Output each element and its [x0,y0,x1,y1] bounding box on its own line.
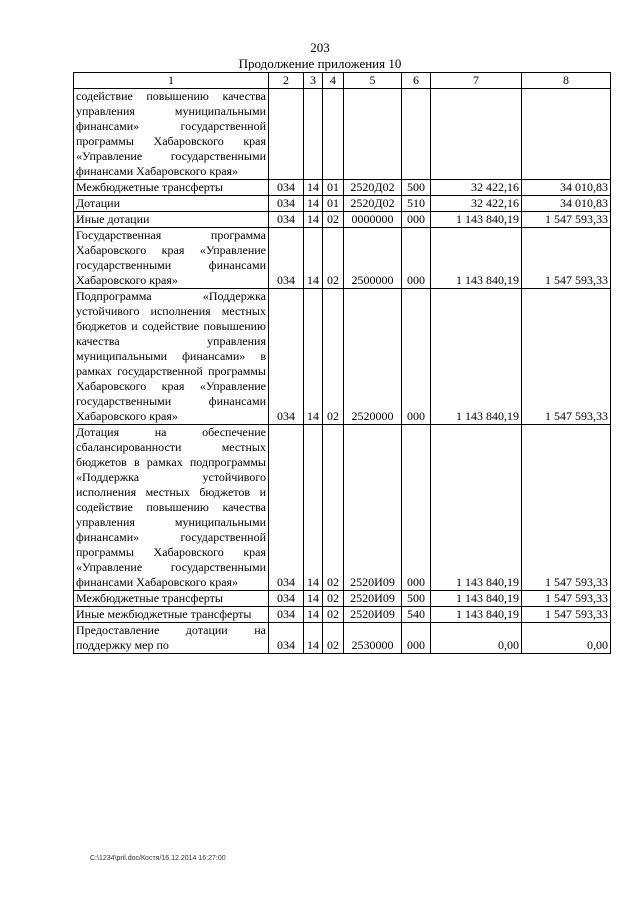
row-name: Иные межбюджетные трансферты [74,607,269,623]
cell-expense-type: 500 [402,591,431,607]
row-name: Дотация на обеспечение сбалансированности местных бюджетов в рамках подпрограммы «Поддержка устойчивого исполнения местных бюджетов и содействие повышению качества управления муниципальными финансами» государственной программы Хабаровского края «Управление государственными финансами Хабаровского края» [74,425,269,591]
column-header: 7 [431,73,522,89]
cell-amount-1 [431,89,522,180]
table-row [74,212,611,228]
cell-subsection: 02 [323,591,344,607]
cell-amount-2: 34 010,83 [522,196,611,212]
cell-amount-1: 0,00 [431,623,522,654]
table-row [74,591,611,607]
page-number: 203 [310,40,330,55]
cell-ministry: 034 [269,623,304,654]
row-name: Межбюджетные трансферты [74,180,269,196]
cell-amount-1: 1 143 840,19 [431,607,522,623]
cell-ministry: 034 [269,180,304,196]
cell-expense-type: 000 [402,228,431,289]
column-header: 3 [304,73,323,89]
row-name: Межбюджетные трансферты [74,591,269,607]
table-row [74,89,611,180]
row-name: Государственная программа Хабаровского края «Управление государственными финансами Хабаровского края» [74,228,269,289]
file-path-footer: C:\1234\pril.doc/Костя/16.12.2014 16:27:00 [90,855,226,862]
table-row [74,289,611,425]
row-name: Иные дотации [74,212,269,228]
cell-amount-1: 1 143 840,19 [431,591,522,607]
cell-subsection: 02 [323,289,344,425]
cell-amount-2: 34 010,83 [522,180,611,196]
cell-target-article: 2530000 [344,623,402,654]
row-name: Предоставление дотации на поддержку мер по [74,623,269,654]
cell-section: 14 [304,425,323,591]
cell-ministry: 034 [269,591,304,607]
table-row [74,607,611,623]
cell-section [304,89,323,180]
cell-amount-1: 32 422,16 [431,196,522,212]
cell-subsection: 02 [323,607,344,623]
cell-target-article [344,89,402,180]
table-row [74,196,611,212]
cell-expense-type: 510 [402,196,431,212]
cell-target-article: 2520И09 [344,591,402,607]
row-name: Дотации [74,196,269,212]
table-row [74,425,611,591]
cell-target-article: 2520Д02 [344,180,402,196]
cell-subsection [323,89,344,180]
cell-amount-2 [522,89,611,180]
table-row [74,228,611,289]
cell-target-article: 0000000 [344,212,402,228]
cell-expense-type: 500 [402,180,431,196]
cell-amount-2: 1 547 593,33 [522,591,611,607]
cell-amount-1: 1 143 840,19 [431,212,522,228]
cell-expense-type: 000 [402,425,431,591]
continuation-title: Продолжение приложения 10 [238,56,402,71]
cell-amount-1: 1 143 840,19 [431,289,522,425]
cell-subsection: 02 [323,228,344,289]
cell-section: 14 [304,196,323,212]
budget-table [73,72,611,654]
cell-subsection: 02 [323,425,344,591]
cell-section: 14 [304,212,323,228]
row-name: Подпрограмма «Поддержка устойчивого исполнения местных бюджетов и содействие повышению качества управления муниципальными финансами» в рамках государственной программы Хабаровского края «Управление государственными финансами Хабаровского края» [74,289,269,425]
cell-expense-type: 000 [402,623,431,654]
column-header: 8 [522,73,611,89]
cell-section: 14 [304,180,323,196]
column-header: 1 [74,73,269,89]
cell-ministry [269,89,304,180]
cell-section: 14 [304,623,323,654]
cell-target-article: 2520Д02 [344,196,402,212]
cell-ministry: 034 [269,425,304,591]
cell-subsection: 01 [323,180,344,196]
cell-section: 14 [304,607,323,623]
cell-expense-type: 000 [402,212,431,228]
cell-amount-2: 1 547 593,33 [522,212,611,228]
column-header: 4 [323,73,344,89]
cell-ministry: 034 [269,289,304,425]
cell-amount-2: 1 547 593,33 [522,425,611,591]
cell-amount-1: 32 422,16 [431,180,522,196]
cell-expense-type: 540 [402,607,431,623]
cell-target-article: 2520И09 [344,425,402,591]
cell-amount-2: 1 547 593,33 [522,607,611,623]
cell-target-article: 2520И09 [344,607,402,623]
cell-subsection: 02 [323,212,344,228]
cell-amount-2: 1 547 593,33 [522,228,611,289]
cell-amount-2: 1 547 593,33 [522,289,611,425]
row-name: содействие повышению качества управления муниципальными финансами» государственной программы Хабаровского края «Управление государственными финансами Хабаровского края» [74,89,269,180]
cell-ministry: 034 [269,212,304,228]
table-row [74,623,611,654]
cell-target-article: 2500000 [344,228,402,289]
cell-expense-type: 000 [402,289,431,425]
cell-section: 14 [304,228,323,289]
cell-amount-1: 1 143 840,19 [431,228,522,289]
cell-target-article: 2520000 [344,289,402,425]
cell-subsection: 02 [323,623,344,654]
cell-expense-type [402,89,431,180]
column-header: 5 [344,73,402,89]
cell-ministry: 034 [269,228,304,289]
cell-subsection: 01 [323,196,344,212]
cell-section: 14 [304,591,323,607]
table-header-row [74,73,611,89]
table-row [74,180,611,196]
column-header: 6 [402,73,431,89]
cell-amount-2: 0,00 [522,623,611,654]
cell-ministry: 034 [269,607,304,623]
cell-section: 14 [304,289,323,425]
column-header: 2 [269,73,304,89]
cell-ministry: 034 [269,196,304,212]
cell-amount-1: 1 143 840,19 [431,425,522,591]
